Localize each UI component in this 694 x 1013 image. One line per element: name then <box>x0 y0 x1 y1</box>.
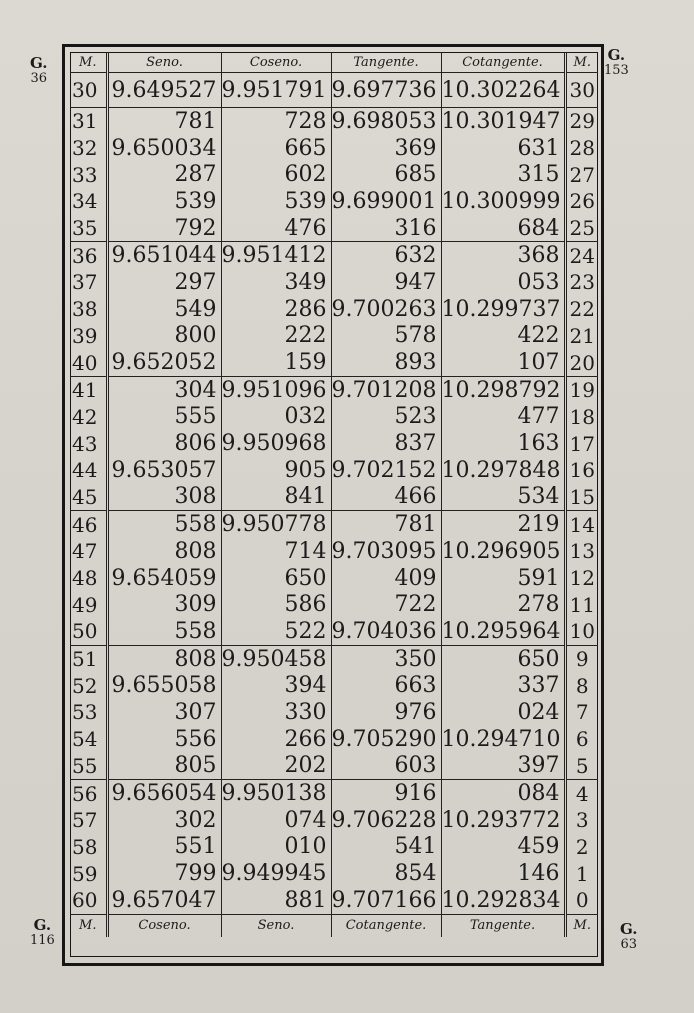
cotangente-cell: 477 <box>441 404 565 431</box>
minute-right-cell: 28 <box>565 135 598 162</box>
seno-cell: 556 <box>107 726 221 753</box>
seno-cell: 9.652052 <box>107 349 221 376</box>
cotangente-cell: 534 <box>441 484 565 511</box>
tangente-cell: 603 <box>331 753 441 780</box>
corner-label-bottom-right <box>620 922 638 952</box>
tangente-cell: 350 <box>331 645 441 672</box>
tangente-cell: 9.705290 <box>331 726 441 753</box>
table-row <box>70 591 598 618</box>
minute-right-cell: 7 <box>565 699 598 726</box>
seno-cell: 9.651044 <box>107 242 221 269</box>
cotangente-cell: 10.301947 <box>441 108 565 135</box>
minute-cell: 60 <box>72 888 98 913</box>
cotangente-cell: 10.299737 <box>441 296 565 323</box>
tangente-cell: 722 <box>331 591 441 618</box>
degree-marker: G. <box>33 916 52 934</box>
cotangente-cell: 084 <box>441 780 565 807</box>
minute-cell: 55 <box>72 753 98 778</box>
seno-cell: 9.655058 <box>107 672 221 699</box>
minute-cell: 52 <box>72 673 98 698</box>
seno-cell: 9.657047 <box>107 887 221 914</box>
table-row <box>70 188 598 215</box>
header-coseno: Coseno. <box>221 52 331 73</box>
log-trig-table <box>70 52 598 937</box>
minute-right-cell: 21 <box>565 323 598 350</box>
table-row <box>70 618 598 645</box>
seno-cell: 9.656054 <box>107 780 221 807</box>
tangente-cell: 663 <box>331 672 441 699</box>
table-row <box>70 404 598 431</box>
coseno-cell: 522 <box>221 618 331 645</box>
table-body <box>70 73 598 915</box>
coseno-cell: 728 <box>221 108 331 135</box>
cotangente-cell: 163 <box>441 430 565 457</box>
minute-cell: 39 <box>72 323 98 348</box>
seno-cell: 551 <box>107 834 221 861</box>
tangente-cell: 9.700263 <box>331 296 441 323</box>
coseno-cell: 286 <box>221 296 331 323</box>
coseno-cell: 222 <box>221 323 331 350</box>
cotangente-cell: 315 <box>441 161 565 188</box>
table-row <box>70 860 598 887</box>
tangente-cell: 837 <box>331 430 441 457</box>
cotangente-cell: 422 <box>441 323 565 350</box>
table-row <box>70 73 598 108</box>
table-footer-row <box>70 914 598 937</box>
degree-marker: G. <box>30 54 48 72</box>
tangente-cell: 9.697736 <box>331 73 441 108</box>
tangente-cell: 781 <box>331 511 441 538</box>
cotangente-cell: 107 <box>441 349 565 376</box>
seno-cell: 806 <box>107 430 221 457</box>
minute-cell: 40 <box>72 350 98 375</box>
coseno-cell: 665 <box>221 135 331 162</box>
coseno-cell: 602 <box>221 161 331 188</box>
header-minutes-right: M. <box>565 52 598 73</box>
seno-cell: 9.653057 <box>107 457 221 484</box>
table-row <box>70 887 598 914</box>
coseno-cell: 714 <box>221 538 331 565</box>
table-row <box>70 807 598 834</box>
cotangente-cell: 278 <box>441 591 565 618</box>
minute-cell: 45 <box>72 484 98 509</box>
cotangente-cell: 10.294710 <box>441 726 565 753</box>
tangente-cell: 632 <box>331 242 441 269</box>
cotangente-cell: 684 <box>441 215 565 242</box>
minute-right-cell: 16 <box>565 457 598 484</box>
coseno-cell: 9.951096 <box>221 376 331 403</box>
cotangente-cell: 024 <box>441 699 565 726</box>
minute-right-cell: 30 <box>565 73 598 108</box>
minute-cell: 57 <box>72 808 98 833</box>
tangente-cell: 409 <box>331 565 441 592</box>
degree-number: 153 <box>604 63 629 78</box>
minute-cell: 33 <box>72 162 98 187</box>
table-header-row <box>70 52 598 73</box>
tangente-cell: 466 <box>331 484 441 511</box>
table-row <box>70 699 598 726</box>
seno-cell: 549 <box>107 296 221 323</box>
coseno-cell: 9.951791 <box>221 73 331 108</box>
minute-right-cell: 18 <box>565 404 598 431</box>
seno-cell: 308 <box>107 484 221 511</box>
cotangente-cell: 10.293772 <box>441 807 565 834</box>
tangente-cell: 9.699001 <box>331 188 441 215</box>
tangente-cell: 9.701208 <box>331 376 441 403</box>
seno-cell: 539 <box>107 188 221 215</box>
footer-seno: Seno. <box>221 914 331 937</box>
degree-number: 116 <box>30 933 55 948</box>
coseno-cell: 9.951412 <box>221 242 331 269</box>
tangente-cell: 578 <box>331 323 441 350</box>
tangente-cell: 9.707166 <box>331 887 441 914</box>
cotangente-cell: 631 <box>441 135 565 162</box>
seno-cell: 808 <box>107 538 221 565</box>
coseno-cell: 9.949945 <box>221 860 331 887</box>
minute-cell: 51 <box>70 645 107 672</box>
cotangente-cell: 10.292834 <box>441 887 565 914</box>
coseno-cell: 266 <box>221 726 331 753</box>
table-row <box>70 430 598 457</box>
header-tangente: Tangente. <box>331 52 441 73</box>
seno-cell: 302 <box>107 807 221 834</box>
table-row <box>70 349 598 376</box>
minute-right-cell: 3 <box>565 807 598 834</box>
table-row <box>70 108 598 135</box>
minute-cell: 48 <box>72 566 98 591</box>
cotangente-cell: 10.300999 <box>441 188 565 215</box>
minute-right-cell: 12 <box>565 565 598 592</box>
minute-cell: 42 <box>72 404 98 429</box>
minute-right-cell: 17 <box>565 430 598 457</box>
minute-cell: 38 <box>72 297 98 322</box>
coseno-cell: 349 <box>221 269 331 296</box>
minute-cell: 41 <box>70 376 107 403</box>
seno-cell: 309 <box>107 591 221 618</box>
minute-right-cell: 29 <box>565 108 598 135</box>
minute-cell: 56 <box>70 780 107 807</box>
coseno-cell: 841 <box>221 484 331 511</box>
table-row <box>70 457 598 484</box>
minute-right-cell: 10 <box>565 618 598 645</box>
minute-cell: 34 <box>72 189 98 214</box>
tangente-cell: 9.702152 <box>331 457 441 484</box>
minute-right-cell: 0 <box>565 887 598 914</box>
cotangente-cell: 10.297848 <box>441 457 565 484</box>
cotangente-cell: 650 <box>441 645 565 672</box>
tangente-cell: 9.706228 <box>331 807 441 834</box>
minute-right-cell: 26 <box>565 188 598 215</box>
footer-minutes: M. <box>70 914 107 937</box>
seno-cell: 792 <box>107 215 221 242</box>
tangente-cell: 976 <box>331 699 441 726</box>
header-cotangente: Cotangente. <box>441 52 565 73</box>
minute-cell: 54 <box>72 727 98 752</box>
table-row <box>70 645 598 672</box>
minute-cell: 43 <box>72 431 98 456</box>
tangente-cell: 541 <box>331 834 441 861</box>
coseno-cell: 476 <box>221 215 331 242</box>
seno-cell: 805 <box>107 753 221 780</box>
minute-cell: 47 <box>72 539 98 564</box>
tangente-cell: 523 <box>331 404 441 431</box>
minute-right-cell: 22 <box>565 296 598 323</box>
minute-cell: 32 <box>72 136 98 161</box>
cotangente-cell: 10.302264 <box>441 73 565 108</box>
seno-cell: 287 <box>107 161 221 188</box>
seno-cell: 9.654059 <box>107 565 221 592</box>
cotangente-cell: 459 <box>441 834 565 861</box>
minute-right-cell: 11 <box>565 591 598 618</box>
table-row <box>70 672 598 699</box>
seno-cell: 307 <box>107 699 221 726</box>
minute-cell: 58 <box>72 834 98 859</box>
corner-label-top-right <box>604 48 629 78</box>
minute-cell: 53 <box>72 700 98 725</box>
minute-right-cell: 2 <box>565 834 598 861</box>
table-row <box>70 753 598 780</box>
table-row <box>70 323 598 350</box>
seno-cell: 781 <box>107 108 221 135</box>
minute-right-cell: 23 <box>565 269 598 296</box>
table-row <box>70 296 598 323</box>
minute-right-cell: 4 <box>565 780 598 807</box>
coseno-cell: 650 <box>221 565 331 592</box>
cotangente-cell: 591 <box>441 565 565 592</box>
seno-cell: 558 <box>107 618 221 645</box>
coseno-cell: 539 <box>221 188 331 215</box>
coseno-cell: 202 <box>221 753 331 780</box>
coseno-cell: 394 <box>221 672 331 699</box>
degree-number: 63 <box>620 937 638 952</box>
cotangente-cell: 10.298792 <box>441 376 565 403</box>
table-row <box>70 161 598 188</box>
minute-right-cell: 15 <box>565 484 598 511</box>
minute-right-cell: 25 <box>565 215 598 242</box>
tangente-cell: 369 <box>331 135 441 162</box>
minute-cell: 36 <box>70 242 107 269</box>
cotangente-cell: 337 <box>441 672 565 699</box>
tangente-cell: 9.704036 <box>331 618 441 645</box>
tangente-cell: 947 <box>331 269 441 296</box>
footer-minutes-right: M. <box>565 914 598 937</box>
table-row <box>70 538 598 565</box>
minute-cell: 31 <box>70 108 107 135</box>
table-row <box>70 215 598 242</box>
cotangente-cell: 10.296905 <box>441 538 565 565</box>
table-row <box>70 565 598 592</box>
seno-cell: 9.649527 <box>107 73 221 108</box>
tangente-cell: 9.703095 <box>331 538 441 565</box>
seno-cell: 9.650034 <box>107 135 221 162</box>
minute-right-cell: 5 <box>565 753 598 780</box>
coseno-cell: 905 <box>221 457 331 484</box>
cotangente-cell: 146 <box>441 860 565 887</box>
degree-number: 36 <box>30 71 48 86</box>
minute-cell: 44 <box>72 458 98 483</box>
minute-cell: 35 <box>72 216 98 241</box>
tangente-cell: 916 <box>331 780 441 807</box>
table-row <box>70 834 598 861</box>
minute-right-cell: 8 <box>565 672 598 699</box>
minute-right-cell: 20 <box>565 349 598 376</box>
table-row <box>70 376 598 403</box>
coseno-cell: 330 <box>221 699 331 726</box>
corner-label-top-left <box>30 56 48 86</box>
minute-right-cell: 9 <box>565 645 598 672</box>
footer-coseno: Coseno. <box>107 914 221 937</box>
table-row <box>70 242 598 269</box>
coseno-cell: 9.950968 <box>221 430 331 457</box>
cotangente-cell: 397 <box>441 753 565 780</box>
table-row <box>70 780 598 807</box>
coseno-cell: 159 <box>221 349 331 376</box>
minute-cell: 37 <box>72 270 98 295</box>
cotangente-cell: 10.295964 <box>441 618 565 645</box>
coseno-cell: 9.950458 <box>221 645 331 672</box>
minute-cell: 50 <box>72 619 98 644</box>
degree-marker: G. <box>607 46 626 64</box>
tangente-cell: 893 <box>331 349 441 376</box>
table-row <box>70 726 598 753</box>
seno-cell: 800 <box>107 323 221 350</box>
coseno-cell: 586 <box>221 591 331 618</box>
tangente-cell: 685 <box>331 161 441 188</box>
table-row <box>70 135 598 162</box>
corner-label-bottom-left <box>30 918 55 948</box>
footer-cotangente: Cotangente. <box>331 914 441 937</box>
tangente-cell: 854 <box>331 860 441 887</box>
degree-marker: G. <box>620 920 638 938</box>
seno-cell: 799 <box>107 860 221 887</box>
minute-right-cell: 27 <box>565 161 598 188</box>
cotangente-cell: 219 <box>441 511 565 538</box>
minute-right-cell: 1 <box>565 860 598 887</box>
coseno-cell: 074 <box>221 807 331 834</box>
tangente-cell: 9.698053 <box>331 108 441 135</box>
footer-tangente: Tangente. <box>441 914 565 937</box>
seno-cell: 558 <box>107 511 221 538</box>
minute-right-cell: 13 <box>565 538 598 565</box>
coseno-cell: 010 <box>221 834 331 861</box>
minute-right-cell: 6 <box>565 726 598 753</box>
coseno-cell: 881 <box>221 887 331 914</box>
table-row <box>70 269 598 296</box>
cotangente-cell: 053 <box>441 269 565 296</box>
seno-cell: 304 <box>107 376 221 403</box>
minute-right-cell: 19 <box>565 376 598 403</box>
minute-right-cell: 24 <box>565 242 598 269</box>
table-row <box>70 511 598 538</box>
seno-cell: 555 <box>107 404 221 431</box>
minute-right-cell: 14 <box>565 511 598 538</box>
seno-cell: 297 <box>107 269 221 296</box>
coseno-cell: 9.950778 <box>221 511 331 538</box>
header-seno: Seno. <box>107 52 221 73</box>
seno-cell: 808 <box>107 645 221 672</box>
table-row <box>70 484 598 511</box>
header-minutes: M. <box>70 52 107 73</box>
minute-cell: 30 <box>72 78 98 102</box>
coseno-cell: 9.950138 <box>221 780 331 807</box>
cotangente-cell: 368 <box>441 242 565 269</box>
tangente-cell: 316 <box>331 215 441 242</box>
minute-cell: 49 <box>72 592 98 617</box>
minute-cell: 59 <box>72 861 98 886</box>
coseno-cell: 032 <box>221 404 331 431</box>
minute-cell: 46 <box>70 511 107 538</box>
